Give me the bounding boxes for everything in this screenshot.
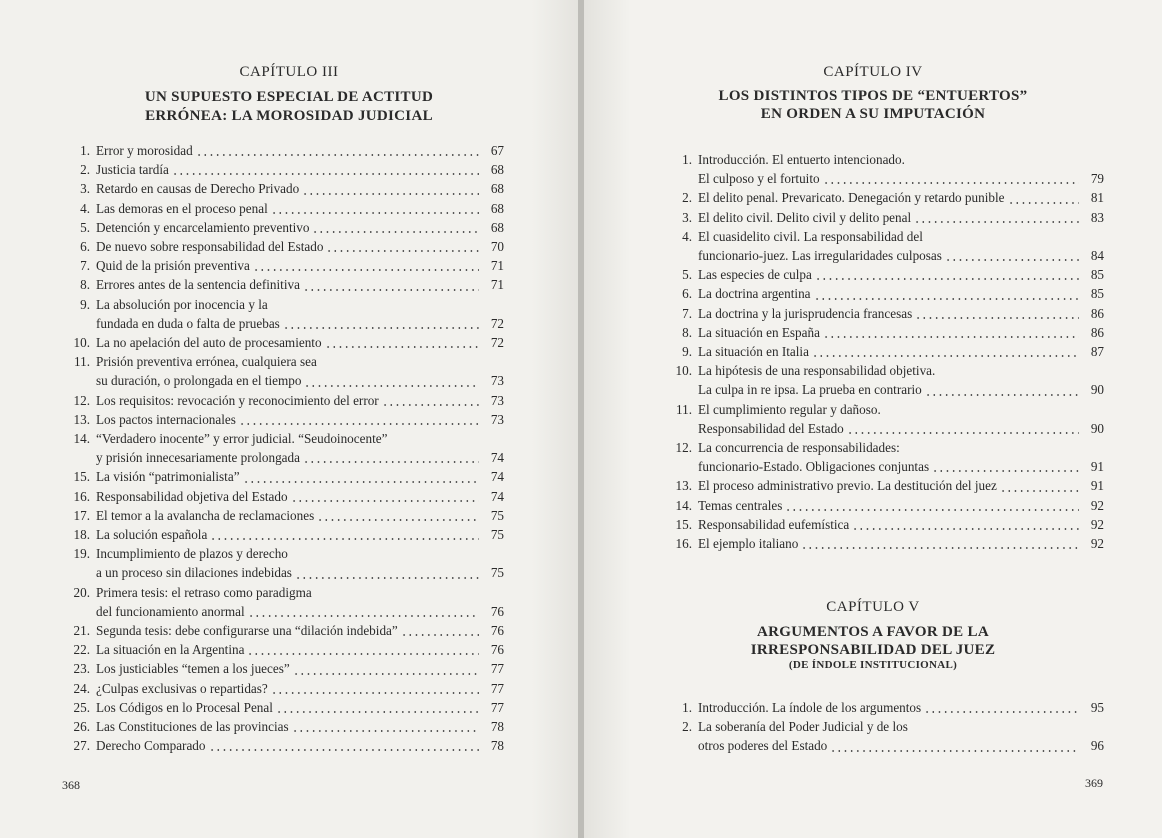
toc-entry xyxy=(670,698,1104,717)
page-number: 369 xyxy=(1085,776,1103,790)
toc-page-number: 76 xyxy=(490,603,504,619)
chapter-title-line-1: LOS DISTINTOS TIPOS DE “ENTUERTOS” xyxy=(718,88,1028,104)
leader-dots xyxy=(925,394,1079,396)
toc-page-number: 91 xyxy=(1090,478,1104,494)
toc-page-number: 77 xyxy=(490,699,504,715)
leader-dots xyxy=(932,470,1079,472)
leader-dots xyxy=(801,547,1079,549)
toc-page-number: 92 xyxy=(1090,497,1104,513)
leader-dots xyxy=(293,673,479,675)
toc-page-number: 90 xyxy=(1090,420,1104,436)
toc-page-number: 78 xyxy=(490,738,504,754)
toc-page-number: 76 xyxy=(490,623,504,638)
toc-page-number: 75 xyxy=(490,527,504,542)
toc-entry-number: 13. xyxy=(675,478,692,494)
toc-entry-text: El ejemplo italiano xyxy=(698,536,799,551)
toc-entry-number: 1. xyxy=(682,700,692,715)
toc-entry-text: La concurrencia de responsabilidades: xyxy=(698,440,900,455)
toc-entry-text: Los justiciables “temen a los jueces” xyxy=(96,661,290,677)
toc-entry-number: 14. xyxy=(675,497,692,513)
toc-entry-number: 25. xyxy=(73,699,90,715)
table-of-contents xyxy=(68,141,504,755)
toc-entry-text: su duración, o prolongada en el tiempo xyxy=(96,373,302,389)
toc-entry-number: 11. xyxy=(74,354,90,370)
toc-entry-text: El delito penal. Prevaricato. Denegación y retardo punible xyxy=(698,190,1005,206)
toc-entry xyxy=(670,150,1104,188)
toc-entry-text: La culpa in re ipsa. La prueba en contrario xyxy=(698,382,922,398)
toc-page-number: 73 xyxy=(490,373,504,389)
toc-entry-number: 13. xyxy=(73,411,90,427)
toc-page-number: 92 xyxy=(1090,536,1104,551)
toc-entry-number: 1. xyxy=(80,143,90,158)
leader-dots xyxy=(312,231,479,233)
toc-entry-text: La solución española xyxy=(96,527,208,542)
toc-entry xyxy=(670,304,1104,323)
toc-entry-text: La visión “patrimonialista” xyxy=(96,469,240,485)
leader-dots xyxy=(210,538,479,540)
toc-entry-number: 4. xyxy=(682,228,692,244)
toc-entry xyxy=(670,515,1104,534)
toc-entry xyxy=(68,333,504,352)
toc-entry-text: Derecho Comparado xyxy=(96,738,206,754)
leader-dots xyxy=(303,289,479,291)
toc-entry xyxy=(68,141,504,160)
toc-entry-text: funcionario-Estado. Obligaciones conjuntas xyxy=(698,459,930,475)
toc-entry-text: El proceso administrativo previo. La destitución del juez xyxy=(698,478,997,494)
toc-page-number: 70 xyxy=(490,239,504,254)
leader-dots xyxy=(852,528,1079,530)
toc-entry xyxy=(68,679,504,698)
leader-dots xyxy=(291,500,479,502)
toc-entry xyxy=(68,621,504,640)
toc-entry-text: La hipótesis de una responsabilidad objetiva. xyxy=(698,363,936,379)
toc-entry xyxy=(68,199,504,218)
toc-entry xyxy=(670,361,1104,399)
leader-dots xyxy=(172,173,479,175)
toc-entry-text: Las demoras en el proceso penal xyxy=(96,200,268,216)
toc-entry-number: 15. xyxy=(73,469,90,485)
toc-entry-number: 7. xyxy=(80,258,90,274)
leader-dots xyxy=(248,615,479,617)
toc-page-number: 74 xyxy=(490,469,504,485)
toc-entry xyxy=(68,179,504,198)
leader-dots xyxy=(196,154,479,156)
toc-entry xyxy=(68,717,504,736)
toc-page-number: 74 xyxy=(490,488,504,504)
toc-entry-text: Las Constituciones de las provincias xyxy=(96,719,289,734)
toc-page-number: 84 xyxy=(1090,248,1104,263)
toc-entry xyxy=(68,410,504,429)
leader-dots xyxy=(401,634,479,636)
toc-entry xyxy=(68,525,504,544)
leader-dots xyxy=(814,298,1079,300)
chapter-heading-2: CAPÍTULO V xyxy=(826,599,920,615)
toc-entry-text: Segunda tesis: debe configurarse una “dilación indebida” xyxy=(96,623,398,638)
toc-page-number: 91 xyxy=(1090,459,1104,475)
chapter-subtitle-2: (DE ÍNDOLE INSTITUCIONAL) xyxy=(788,659,958,671)
toc-page-number: 68 xyxy=(490,219,504,235)
toc-entry-text: fundada en duda o falta de pruebas xyxy=(96,315,280,331)
toc-entry-text: La no apelación del auto de procesamiento xyxy=(96,335,322,350)
toc-entry-text: De nuevo sobre responsabilidad del Estado xyxy=(96,239,324,254)
toc-entry xyxy=(68,295,504,333)
toc-entry-number: 8. xyxy=(80,277,90,293)
toc-page-number: 83 xyxy=(1090,209,1104,225)
toc-entry xyxy=(670,534,1104,553)
leader-dots xyxy=(271,212,479,214)
leader-dots xyxy=(243,481,479,483)
toc-entry-number: 17. xyxy=(73,507,90,523)
toc-entry-number: 6. xyxy=(682,286,692,302)
toc-entry-text: La situación en Italia xyxy=(698,344,809,359)
toc-entry-text: y prisión innecesariamente prolongada xyxy=(96,450,300,466)
toc-page-number: 86 xyxy=(1090,324,1104,340)
toc-entry xyxy=(68,583,504,621)
toc-entry xyxy=(68,429,504,467)
toc-entry-text: Retardo en causas de Derecho Privado xyxy=(96,181,300,197)
toc-page-number: 95 xyxy=(1090,700,1104,715)
toc-entry-number: 3. xyxy=(80,181,90,197)
toc-entry-text: funcionario-juez. Las irregularidades culposas xyxy=(698,248,942,263)
toc-entry xyxy=(670,265,1104,284)
leader-dots xyxy=(830,750,1079,752)
chapter-heading: CAPÍTULO III xyxy=(239,64,339,80)
toc-entry-number: 22. xyxy=(73,642,90,658)
toc-entry-text: a un proceso sin dilaciones indebidas xyxy=(96,565,292,581)
toc-entry-text: Introducción. La índole de los argumentos xyxy=(698,700,922,715)
toc-page-number: 77 xyxy=(490,661,504,677)
toc-entry xyxy=(670,227,1104,265)
leader-dots xyxy=(295,577,479,579)
toc-entry-text: El cuasidelito civil. La responsabilidad del xyxy=(698,228,923,244)
toc-entry-number: 7. xyxy=(682,305,692,321)
leader-dots xyxy=(304,385,479,387)
page-number: 368 xyxy=(62,778,80,792)
toc-entry-number: 21. xyxy=(73,623,90,638)
toc-page-number: 72 xyxy=(490,315,504,331)
toc-entry-number: 12. xyxy=(73,392,90,408)
toc-page-number: 87 xyxy=(1090,344,1104,359)
leader-dots xyxy=(915,317,1079,319)
chapter-heading: CAPÍTULO IV xyxy=(823,64,923,80)
toc-entry-number: 23. xyxy=(73,661,90,677)
toc-entry-number: 5. xyxy=(682,267,692,283)
toc-entry xyxy=(670,400,1104,438)
toc-entry-number: 9. xyxy=(682,344,692,359)
toc-page-number: 67 xyxy=(490,143,504,158)
toc-entry xyxy=(68,160,504,179)
toc-entry-text: El delito civil. Delito civil y delito penal xyxy=(698,209,912,225)
leader-dots xyxy=(302,193,479,195)
leader-dots xyxy=(924,711,1079,713)
toc-entry-text: Detención y encarcelamiento preventivo xyxy=(96,219,310,235)
toc-entry-text: Prisión preventiva errónea, cualquiera sea xyxy=(96,354,317,370)
leader-dots xyxy=(812,355,1079,357)
toc-page-number: 77 xyxy=(490,680,504,696)
toc-entry-text: La doctrina y la jurisprudencia francesas xyxy=(698,305,913,321)
toc-entry xyxy=(68,659,504,678)
leader-dots xyxy=(283,327,479,329)
toc-entry xyxy=(670,208,1104,227)
toc-entry-text: otros poderes del Estado xyxy=(698,738,828,754)
toc-entry-text: Responsabilidad del Estado xyxy=(698,420,844,436)
toc-entry-text: del funcionamiento anormal xyxy=(96,603,245,619)
toc-entry-number: 10. xyxy=(73,335,90,350)
toc-page-number: 68 xyxy=(490,181,504,197)
leader-dots xyxy=(945,259,1079,261)
toc-entry xyxy=(68,736,504,755)
toc-entry xyxy=(68,506,504,525)
toc-entry-text: Errores antes de la sentencia definitiva xyxy=(96,277,300,293)
toc-page-number: 85 xyxy=(1090,267,1104,283)
toc-page-number: 71 xyxy=(490,258,504,274)
toc-entry xyxy=(68,237,504,256)
toc-entry-text: Quid de la prisión preventiva xyxy=(96,258,250,274)
toc-page-number: 81 xyxy=(1090,190,1104,206)
toc-page-number: 90 xyxy=(1090,382,1104,398)
toc-entry-text: La situación en España xyxy=(698,324,820,340)
toc-entry xyxy=(670,188,1104,207)
toc-entry-number: 4. xyxy=(80,200,90,216)
toc-entry xyxy=(68,391,504,410)
leader-dots xyxy=(253,269,479,271)
toc-entry-number: 26. xyxy=(73,719,90,734)
leader-dots xyxy=(247,653,479,655)
toc-entry-text: Introducción. El entuerto intencionado. xyxy=(698,152,905,167)
leader-dots xyxy=(317,519,479,521)
leader-dots xyxy=(239,423,479,425)
toc-entry-text: La absolución por inocencia y la xyxy=(96,296,268,312)
toc-entry xyxy=(670,342,1104,361)
toc-entry-text: Responsabilidad objetiva del Estado xyxy=(96,488,288,504)
toc-entry xyxy=(670,323,1104,342)
toc-page-number: 76 xyxy=(490,642,504,658)
toc-entry xyxy=(68,275,504,294)
toc-entry-text: Error y morosidad xyxy=(96,143,193,158)
toc-entry-text: La soberanía del Poder Judicial y de los xyxy=(698,719,908,735)
toc-entry-number: 15. xyxy=(675,516,692,532)
toc-entry-text: Incumplimiento de plazos y derecho xyxy=(96,546,288,562)
leader-dots xyxy=(815,278,1079,280)
toc-entry-number: 5. xyxy=(80,219,90,235)
leader-dots xyxy=(847,432,1079,434)
chapter-title-2-line-2: IRRESPONSABILIDAD DEL JUEZ xyxy=(750,642,996,658)
toc-entry xyxy=(68,256,504,275)
toc-entry-number: 14. xyxy=(73,431,90,446)
toc-entry-text: Primera tesis: el retraso como paradigma xyxy=(96,584,312,600)
toc-page-number: 75 xyxy=(490,565,504,581)
leader-dots xyxy=(276,711,479,713)
toc-entry-text: Los requisitos: revocación y reconocimiento del error xyxy=(96,392,379,408)
toc-page-number: 71 xyxy=(490,277,504,293)
toc-page-number: 73 xyxy=(490,392,504,408)
toc-entry-text: La doctrina argentina xyxy=(698,286,811,302)
toc-entry-text: La situación en la Argentina xyxy=(96,642,245,658)
leader-dots xyxy=(914,221,1079,223)
leader-dots xyxy=(271,692,479,694)
toc-entry-number: 2. xyxy=(682,190,692,206)
leader-dots xyxy=(382,404,479,406)
toc-page-number: 68 xyxy=(490,162,504,178)
toc-entry-text: Los pactos internacionales xyxy=(96,411,236,427)
leader-dots xyxy=(209,749,480,751)
toc-entry-number: 24. xyxy=(73,680,90,696)
toc-entry-number: 11. xyxy=(676,401,692,417)
toc-entry-number: 6. xyxy=(80,239,90,254)
leader-dots xyxy=(785,509,1079,511)
chapter-title-line-2: ERRÓNEA: LA MOROSIDAD JUDICIAL xyxy=(145,108,433,124)
leader-dots xyxy=(303,461,479,463)
toc-entry-number: 19. xyxy=(73,546,90,562)
toc-entry-text: Los Códigos en lo Procesal Penal xyxy=(96,699,273,715)
toc-entry-text: Responsabilidad eufemística xyxy=(698,516,850,532)
left-page xyxy=(0,0,578,838)
toc-entry-text: El temor a la avalancha de reclamaciones xyxy=(96,507,315,523)
toc-page-number: 96 xyxy=(1090,738,1104,754)
toc-page-number: 85 xyxy=(1090,286,1104,302)
toc-entry xyxy=(68,467,504,486)
toc-entry-text: Temas centrales xyxy=(698,497,783,513)
toc-entry-number: 3. xyxy=(682,209,692,225)
toc-entry-text: El cumplimiento regular y dañoso. xyxy=(698,401,881,417)
toc-entry xyxy=(68,640,504,659)
leader-dots xyxy=(1008,202,1080,204)
toc-page-number: 68 xyxy=(490,200,504,216)
chapter-title-line-1: UN SUPUESTO ESPECIAL DE ACTITUD xyxy=(144,89,434,105)
toc-page-number: 79 xyxy=(1090,171,1104,187)
chapter-title-line-2: EN ORDEN A SU IMPUTACIÓN xyxy=(760,106,986,122)
toc-entry xyxy=(670,284,1104,303)
table-of-contents xyxy=(670,150,1104,553)
toc-entry-number: 1. xyxy=(682,152,692,167)
leader-dots xyxy=(823,336,1079,338)
leader-dots xyxy=(1000,490,1079,492)
toc-page-number: 92 xyxy=(1090,516,1104,532)
toc-entry xyxy=(68,544,504,582)
chapter-title-2-line-1: ARGUMENTOS A FAVOR DE LA xyxy=(757,624,989,640)
toc-entry xyxy=(670,476,1104,495)
leader-dots xyxy=(823,182,1079,184)
toc-entry xyxy=(68,487,504,506)
toc-page-number: 86 xyxy=(1090,305,1104,321)
toc-entry-number: 20. xyxy=(73,584,90,600)
toc-entry xyxy=(68,698,504,717)
toc-entry xyxy=(670,438,1104,476)
toc-page-number: 74 xyxy=(490,450,504,466)
leader-dots xyxy=(325,346,479,348)
toc-entry-number: 2. xyxy=(682,719,692,735)
toc-entry-text: ¿Culpas exclusivas o repartidas? xyxy=(96,680,268,696)
toc-entry-number: 16. xyxy=(73,488,90,504)
toc-entry-number: 2. xyxy=(80,162,90,178)
toc-entry-number: 10. xyxy=(675,363,692,379)
toc-page-number: 73 xyxy=(490,411,504,427)
toc-entry-number: 12. xyxy=(675,440,692,455)
table-of-contents-2 xyxy=(670,698,1104,756)
toc-entry-number: 9. xyxy=(80,296,90,312)
toc-entry-number: 18. xyxy=(73,527,90,542)
toc-entry xyxy=(670,496,1104,515)
toc-entry-text: El culposo y el fortuito xyxy=(698,171,820,187)
toc-page-number: 72 xyxy=(490,335,504,350)
toc-entry xyxy=(68,352,504,390)
leader-dots xyxy=(326,250,479,252)
leader-dots xyxy=(292,730,479,732)
toc-entry-text: Las especies de culpa xyxy=(698,267,812,283)
right-page xyxy=(584,0,1162,838)
toc-page-number: 78 xyxy=(490,719,504,734)
toc-entry-number: 27. xyxy=(73,738,90,754)
toc-entry xyxy=(68,218,504,237)
toc-entry-number: 16. xyxy=(675,536,692,551)
toc-entry xyxy=(670,717,1104,755)
toc-entry-number: 8. xyxy=(682,324,692,340)
toc-page-number: 75 xyxy=(490,507,504,523)
toc-entry-text: “Verdadero inocente” y error judicial. “Seudoinocente” xyxy=(96,431,388,446)
toc-entry-text: Justicia tardía xyxy=(96,162,169,178)
